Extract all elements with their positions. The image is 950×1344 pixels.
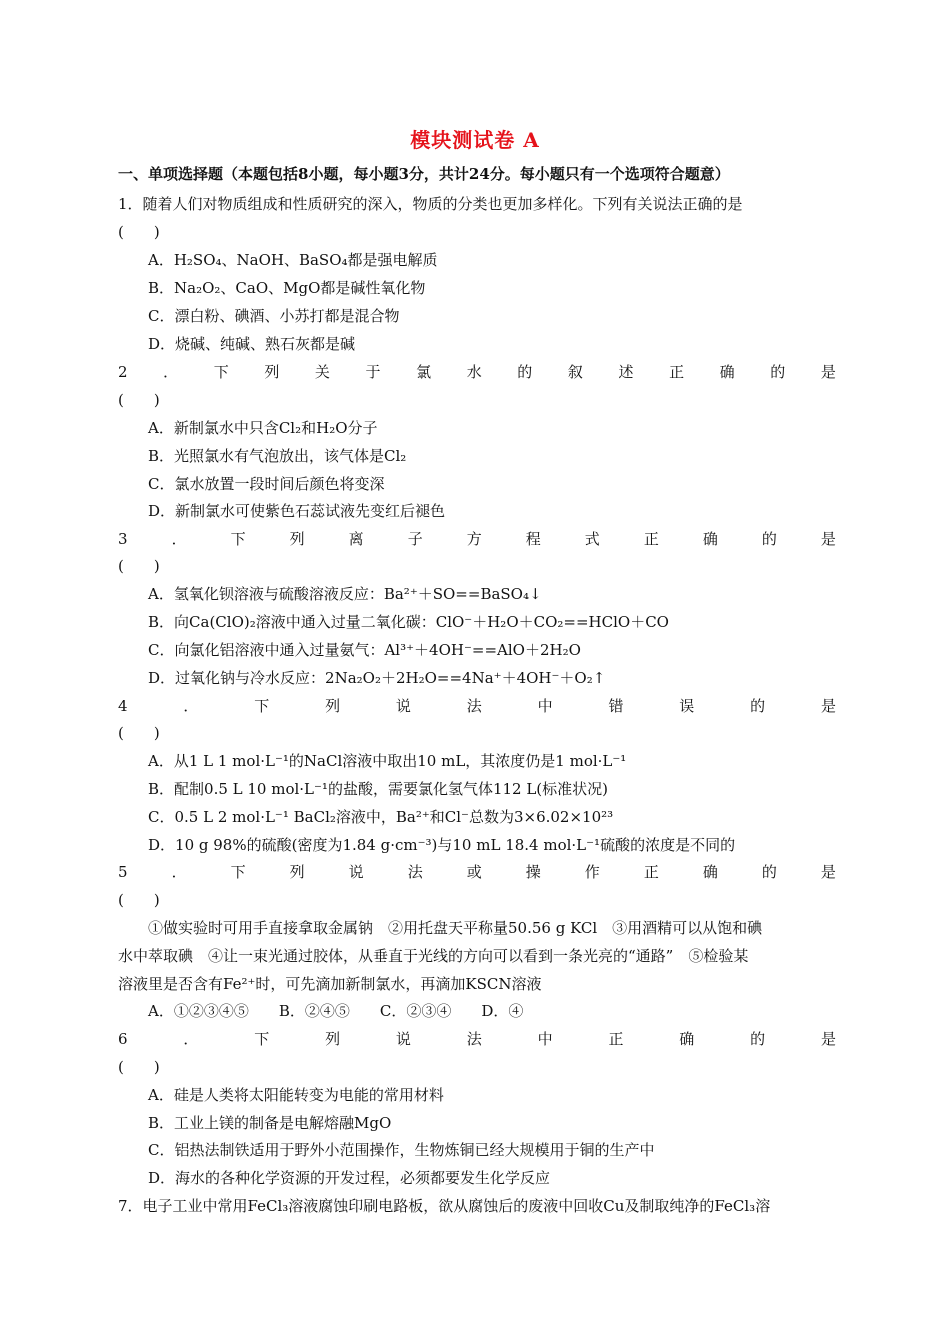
q3-stem (118, 529, 836, 549)
stem-char: 列 (264, 363, 280, 381)
stem-char: 的 (761, 530, 777, 548)
stem-char: 5 (118, 863, 128, 881)
q2-option-c: C．氯水放置一段时间后颜色将变深 (148, 475, 385, 493)
stem-char: 的 (750, 697, 766, 715)
q2-stem (118, 362, 836, 382)
stem-char: ． (163, 363, 179, 381)
stem-char: 正 (608, 1030, 624, 1048)
stem-char: 6 (118, 1030, 128, 1048)
stem-char: 列 (289, 863, 305, 881)
q3-option-d: D．过氧化钠与冷水反应：2Na₂O₂＋2H₂O==4Na⁺＋4OH⁻＋O₂↑ (148, 669, 606, 687)
stem-char: 氯 (416, 363, 432, 381)
stem-char: 说 (395, 1030, 411, 1048)
q4-paren: ( ) (118, 724, 160, 742)
stem-char: 确 (719, 363, 735, 381)
q2-option-d: D．新制氯水可使紫色石蕊试液先变红后褪色 (148, 502, 446, 520)
q1-option-b: B．Na₂O₂、CaO、MgO都是碱性氧化物 (148, 279, 426, 297)
stem-char: 于 (365, 363, 381, 381)
stem-char: 中 (537, 697, 553, 715)
page-title: 模块测试卷 A (410, 128, 540, 152)
stem-char: 中 (537, 1030, 553, 1048)
stem-char: ． (171, 863, 187, 881)
stem-char: 4 (118, 697, 128, 715)
q6-paren: ( ) (118, 1058, 160, 1076)
stem-char: 误 (679, 697, 695, 715)
stem-char: 下 (230, 863, 246, 881)
q3-option-a: A．氢氧化钡溶液与硫酸溶液反应：Ba²⁺＋SO==BaSO₄↓ (148, 585, 542, 603)
q6-option-b: B．工业上镁的制备是电解熔融MgO (148, 1114, 392, 1132)
q5-statement-line-1: ①做实验时可用手直接拿取金属钠 ②用托盘天平称量50.56 g KCl ③用酒精可以从饱和碘 (148, 919, 763, 937)
q4-option-c: C．0.5 L 2 mol·L⁻¹ BaCl₂溶液中，Ba²⁺和Cl⁻总数为3×6.02×10²³ (148, 808, 614, 826)
stem-char: 正 (643, 530, 659, 548)
q1-option-d: D．烧碱、纯碱、熟石灰都是碱 (148, 335, 356, 353)
stem-char: 列 (325, 1030, 341, 1048)
q5-statement-line-3: 溶液里是否含有Fe²⁺时，可先滴加新制氯水，再滴加KSCN溶液 (118, 975, 542, 993)
q1-option-c: C．漂白粉、碘酒、小苏打都是混合物 (148, 307, 400, 325)
stem-char: 的 (770, 363, 786, 381)
q1-paren: ( ) (118, 223, 160, 241)
stem-char: 下 (254, 697, 270, 715)
stem-char: 是 (820, 363, 836, 381)
q6-option-a: A．硅是人类将太阳能转变为电能的常用材料 (148, 1086, 444, 1104)
stem-char: 是 (820, 863, 836, 881)
stem-char: 子 (407, 530, 423, 548)
stem-char: 下 (230, 530, 246, 548)
stem-char: 确 (702, 863, 718, 881)
q1-stem: 1．随着人们对物质组成和性质研究的深入，物质的分类也更加多样化。下列有关说法正确的是 (118, 195, 743, 213)
stem-char: 操 (525, 863, 541, 881)
stem-char: 离 (348, 530, 364, 548)
stem-char: 方 (466, 530, 482, 548)
stem-char: 法 (466, 1030, 482, 1048)
stem-char: 下 (254, 1030, 270, 1048)
q3-option-b: B．向Ca(ClO)₂溶液中通入过量二氧化碳：ClO⁻＋H₂O＋CO₂==HClO＋CO (148, 613, 669, 631)
stem-char: 式 (584, 530, 600, 548)
stem-char: 或 (466, 863, 482, 881)
stem-char: 关 (314, 363, 330, 381)
q5-paren: ( ) (118, 891, 160, 909)
stem-char: 说 (348, 863, 364, 881)
section-heading: 一、单项选择题（本题包括8小题，每小题3分，共计24分。每小题只有一个选项符合题意） (118, 165, 730, 183)
stem-char: 的 (517, 363, 533, 381)
q3-option-c: C．向氯化铝溶液中通入过量氨气：Al³⁺＋4OH⁻==AlO＋2H₂O (148, 641, 581, 659)
stem-char: 述 (618, 363, 634, 381)
q7-stem: 7．电子工业中常用FeCl₃溶液腐蚀印刷电路板，欲从腐蚀后的废液中回收Cu及制取纯净的FeCl₃溶 (118, 1197, 771, 1215)
q4-option-d: D．10 g 98%的硫酸(密度为1.84 g·cm⁻³)与10 mL 18.4 mol·L⁻¹硫酸的浓度是不同的 (148, 836, 736, 854)
q2-option-a: A．新制氯水中只含Cl₂和H₂O分子 (148, 419, 378, 437)
stem-char: 的 (750, 1030, 766, 1048)
stem-char: 是 (820, 697, 836, 715)
q4-stem (118, 696, 836, 716)
stem-char: 程 (525, 530, 541, 548)
q5-stem (118, 862, 836, 882)
stem-char: ． (183, 1030, 199, 1048)
q2-option-b: B．光照氯水有气泡放出，该气体是Cl₂ (148, 447, 407, 465)
stem-char: 是 (820, 530, 836, 548)
stem-char: ． (171, 530, 187, 548)
q3-paren: ( ) (118, 557, 160, 575)
q6-stem (118, 1029, 836, 1049)
stem-char: 列 (325, 697, 341, 715)
stem-char: 列 (289, 530, 305, 548)
stem-char: 水 (466, 363, 482, 381)
stem-char: 确 (679, 1030, 695, 1048)
stem-char: ． (183, 697, 199, 715)
stem-char: 法 (466, 697, 482, 715)
stem-char: 法 (407, 863, 423, 881)
stem-char: 叙 (567, 363, 583, 381)
stem-char: 作 (584, 863, 600, 881)
q2-paren: ( ) (118, 391, 160, 409)
q4-option-b: B．配制0.5 L 10 mol·L⁻¹的盐酸，需要氯化氢气体112 L(标准状况) (148, 780, 609, 798)
q6-option-d: D．海水的各种化学资源的开发过程，必须都要发生化学反应 (148, 1169, 551, 1187)
q6-option-c: C．铝热法制铁适用于野外小范围操作，生物炼铜已经大规模用于铜的生产中 (148, 1141, 655, 1159)
stem-char: 正 (669, 363, 685, 381)
stem-char: 正 (643, 863, 659, 881)
q5-statement-line-2: 水中萃取碘 ④让一束光通过胶体，从垂直于光线的方向可以看到一条光亮的“通路” ⑤检验某 (118, 947, 749, 965)
q4-option-a: A．从1 L 1 mol·L⁻¹的NaCl溶液中取出10 mL，其浓度仍是1 mol·L⁻¹ (148, 752, 627, 770)
stem-char: 说 (395, 697, 411, 715)
stem-char: 错 (608, 697, 624, 715)
stem-char: 确 (702, 530, 718, 548)
stem-char: 是 (820, 1030, 836, 1048)
stem-char: 2 (118, 363, 128, 381)
q1-option-a: A．H₂SO₄、NaOH、BaSO₄都是强电解质 (148, 251, 438, 269)
stem-char: 3 (118, 530, 128, 548)
stem-char: 下 (213, 363, 229, 381)
q5-options: A．①②③④⑤ B．②④⑤ C．②③④ D．④ (148, 1002, 524, 1020)
stem-char: 的 (761, 863, 777, 881)
